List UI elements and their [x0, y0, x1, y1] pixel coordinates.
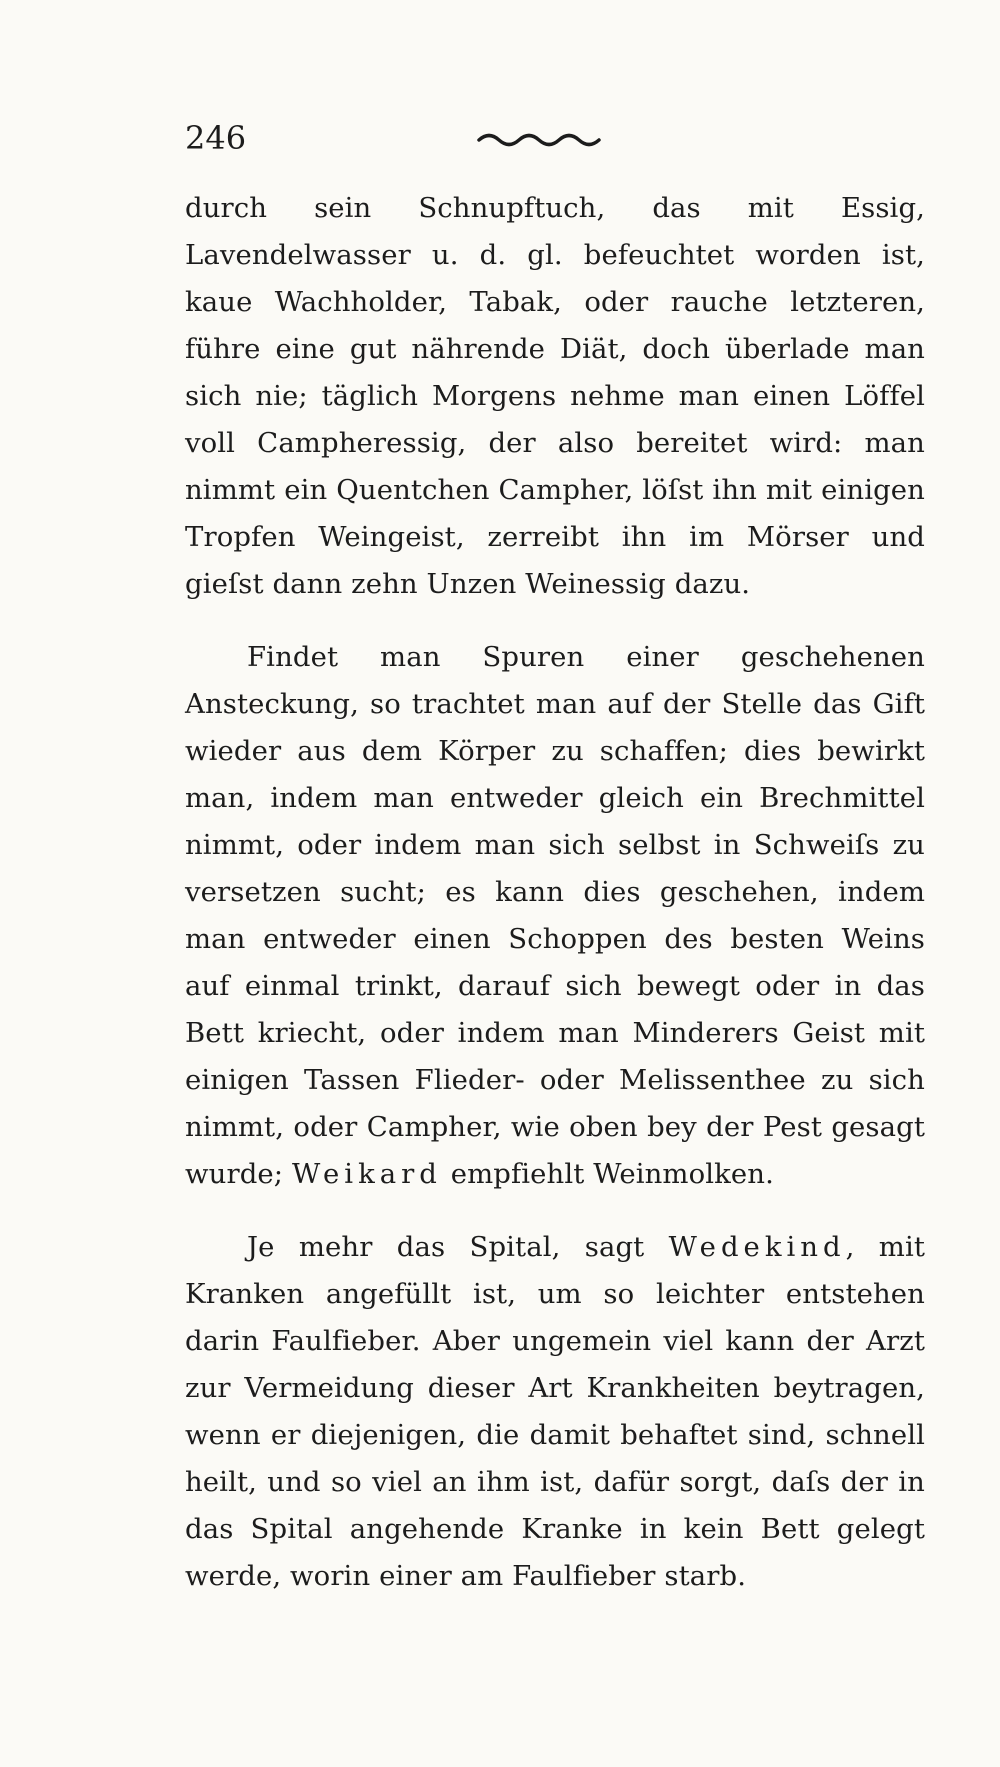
paragraph-3: [185, 1224, 925, 1600]
paragraph-1: durch sein Schnupftuch, das mit Essig, Lavendelwasser u. d. gl. befeuchtet worden ist, kaue Wachholder, Tabak, oder rauche letzteren, führe eine gut nährende Diät, doch überlade man sich nie; täglich Morgens nehme man einen Löffel voll Campheressig, der also bereitet wird: man nimmt ein Quentchen Campher, löſst ihn mit einigen Tropfen Weingeist, zerreibt ihn im Mörser und gieſst dann zehn Unzen Weinessig dazu.: [185, 192, 925, 600]
page-header: [185, 118, 925, 168]
paragraph-2-text-after: empfiehlt Weinmolken.: [441, 1158, 774, 1190]
author-name-weikard: Weikard: [291, 1158, 442, 1190]
body-text: [185, 185, 925, 1600]
paragraph-3-text-before: Je mehr das Spital, sagt: [247, 1231, 669, 1263]
author-name-wedekind: Wedekind: [668, 1231, 846, 1263]
paragraph-2-text-before: Findet man Spuren einer geschehenen Ansteckung, so trachtet man auf der Stelle das Gift wieder aus dem Körper zu schaffen; dies bewirkt man, indem man entweder gleich ein Brechmittel nimmt, oder indem man sich selbst in Schweiſs zu versetzen sucht; es kann dies geschehen, indem man entweder einen Schoppen des besten Weins auf einmal trinkt, darauf sich bewegt oder in das Bett kriecht, oder indem man Minderers Geist mit einigen Tassen Flieder- oder Melissenthee zu sich nimmt, oder Campher, wie oben bey der Pest gesagt wurde;: [185, 641, 925, 1190]
page-number: 246: [185, 119, 247, 157]
wavy-line-ornament-icon: [477, 128, 607, 154]
paragraph-3-text-after: , mit Kranken angefüllt ist, um so leichter entstehen darin Faulfieber. Aber ungemein viel kann der Arzt zur Vermeidung dieser Art Krankheiten beytragen, wenn er diejenigen, die damit behaftet sind, schnell heilt, und so viel an ihm ist, dafür sorgt, daſs der in das Spital angehende Kranke in kein Bett gelegt werde, worin einer am Faulfieber starb.: [185, 1231, 926, 1592]
paragraph-2: [185, 634, 925, 1198]
